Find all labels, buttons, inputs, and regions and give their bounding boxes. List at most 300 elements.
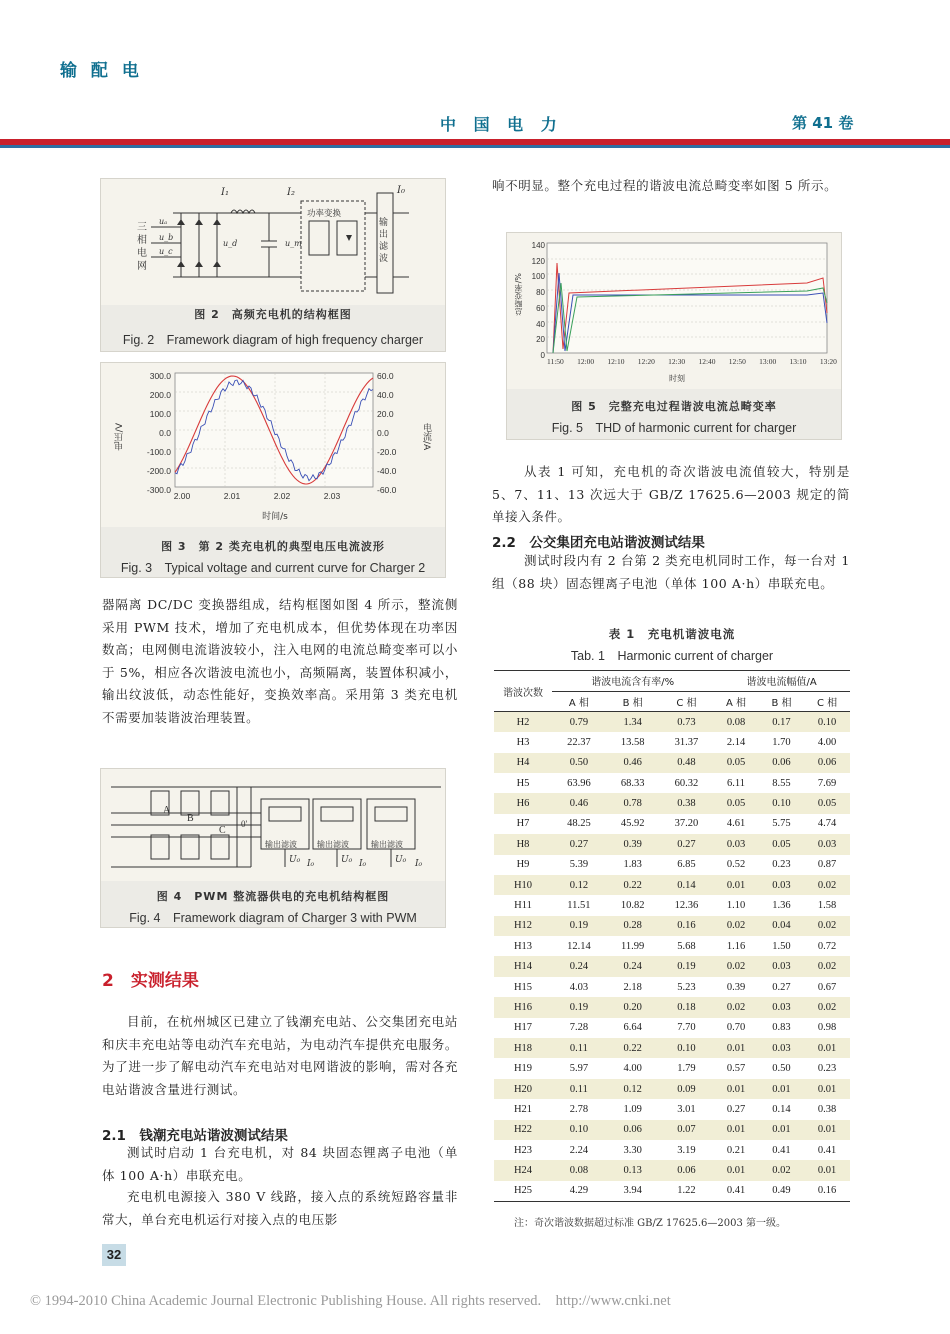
table-cell: 8.55 — [759, 773, 804, 793]
table-cell: 0.02 — [804, 875, 850, 895]
table-cell: 4.00 — [804, 732, 850, 752]
table-cell: 0.28 — [606, 916, 660, 936]
col-phase-c: C 相 — [660, 691, 714, 711]
table-row — [494, 793, 850, 813]
table-cell: 0.03 — [804, 834, 850, 854]
table-cell: 0.02 — [713, 916, 758, 936]
ytick: 60 — [536, 303, 545, 313]
fig5-xlabel: 时刻 — [669, 374, 685, 383]
xtick: 12:10 — [607, 357, 625, 366]
table-cell: 2.14 — [713, 732, 758, 752]
table-cell: 12.36 — [660, 895, 714, 915]
fig4-out-u0-2: U₀ — [341, 855, 353, 865]
ytick: -20.0 — [377, 447, 397, 457]
table-cell: 60.32 — [660, 773, 714, 793]
right-paragraph-3: 测试时段内有 2 台第 2 类充电机同时工作，每一台对 1 组（88 块）固态锂离子电池（单体 100 A·h）串联充电。 — [492, 553, 850, 591]
ytick: -100.0 — [146, 447, 171, 457]
fig2-voltage-ub: u_b — [159, 233, 174, 242]
table-cell: 0.70 — [713, 1018, 758, 1038]
fig4-filter-label-2: 输出滤波 — [317, 840, 349, 849]
ytick: 20 — [536, 335, 545, 345]
table-cell: 0.01 — [804, 1120, 850, 1140]
table-cell: 0.07 — [660, 1120, 714, 1140]
table-row — [494, 956, 850, 976]
table-cell: 1.10 — [713, 895, 758, 915]
table-cell: 6.85 — [660, 855, 714, 875]
table-cell: 7.69 — [804, 773, 850, 793]
table-cell: 0.17 — [759, 712, 804, 732]
col-phase-b: B 相 — [606, 691, 660, 711]
table-row — [494, 875, 850, 895]
table-cell: 0.04 — [759, 916, 804, 936]
col-phase-a: A 相 — [713, 691, 758, 711]
harmonic-order-cell: H5 — [494, 773, 552, 793]
table-cell: 3.30 — [606, 1140, 660, 1160]
table-cell: 0.41 — [804, 1140, 850, 1160]
col-group-ratio: 谐波电流含有率/% — [552, 671, 713, 691]
table-cell: 0.03 — [759, 1038, 804, 1058]
table-cell: 0.22 — [606, 1038, 660, 1058]
table-cell: 0.06 — [606, 1120, 660, 1140]
fig4-caption-en: Fig. 4 Framework diagram of Charger 3 with PWM — [129, 911, 417, 925]
filter-char: 波 — [379, 254, 389, 264]
harmonic-order-cell: H22 — [494, 1120, 552, 1140]
fig3-ylabel-right: 电流/A — [421, 423, 431, 451]
table-cell: 0.13 — [606, 1160, 660, 1180]
table-cell: 0.06 — [660, 1160, 714, 1180]
table-cell: 0.49 — [759, 1181, 804, 1201]
table-cell: 13.58 — [606, 732, 660, 752]
table-cell: 31.37 — [660, 732, 714, 752]
table-cell: 0.73 — [660, 712, 714, 732]
table-cell: 0.02 — [713, 956, 758, 976]
fig2-voltage-um: u_m — [285, 239, 302, 248]
harmonic-order-cell: H20 — [494, 1079, 552, 1099]
grid-char: 网 — [137, 261, 147, 272]
fig4-filter-label-1: 输出滤波 — [265, 840, 297, 849]
table1-note: 注：奇次谐波数据超过标准 GB/Z 17625.6—2003 第一级。 — [514, 1218, 786, 1229]
table-cell: 1.79 — [660, 1058, 714, 1078]
table-cell: 0.02 — [804, 956, 850, 976]
table-cell: 37.20 — [660, 814, 714, 834]
fig5-caption-en: Fig. 5 THD of harmonic current for charger — [551, 421, 797, 435]
table-cell: 63.96 — [552, 773, 606, 793]
table-cell: 0.19 — [552, 997, 606, 1017]
fig4-out-u0-3: U₀ — [395, 855, 407, 865]
table-cell: 0.12 — [606, 1079, 660, 1099]
table-cell: 4.00 — [606, 1058, 660, 1078]
page-number: 32 — [102, 1244, 126, 1266]
table-cell: 3.19 — [660, 1140, 714, 1160]
table-cell: 0.79 — [552, 712, 606, 732]
ytick: -300.0 — [146, 485, 171, 495]
table-cell: 1.50 — [759, 936, 804, 956]
harmonic-order-cell: H12 — [494, 916, 552, 936]
table-cell: 0.06 — [759, 753, 804, 773]
table-cell: 0.06 — [804, 753, 850, 773]
fig3-xtick: 2.00 — [173, 491, 191, 501]
table-cell: 0.78 — [606, 793, 660, 813]
table-cell: 0.41 — [713, 1181, 758, 1201]
table-cell: 0.27 — [552, 834, 606, 854]
table-cell: 1.36 — [759, 895, 804, 915]
table-cell: 0.02 — [804, 916, 850, 936]
table-cell: 0.01 — [713, 1038, 758, 1058]
table-cell: 68.33 — [606, 773, 660, 793]
table-cell: 2.24 — [552, 1140, 606, 1160]
fig2-caption-en: Fig. 2 Framework diagram of high frequency charger — [122, 333, 424, 347]
table-cell: 0.08 — [713, 712, 758, 732]
table-cell: 12.14 — [552, 936, 606, 956]
table-cell: 0.24 — [606, 956, 660, 976]
table-cell: 0.10 — [759, 793, 804, 813]
table-cell: 0.10 — [552, 1120, 606, 1140]
fig2-caption-cn: 图 2 高频充电机的结构框图 — [194, 308, 352, 321]
col-phase-a: A 相 — [552, 691, 606, 711]
table-cell: 5.68 — [660, 936, 714, 956]
xtick: 12:40 — [698, 357, 716, 366]
table-cell: 0.01 — [804, 1079, 850, 1099]
left-paragraph-3: 测试时启动 1 台充电机，对 84 块固态锂离子电池（单体 100 A·h）串联充电。 — [102, 1145, 458, 1183]
fig2-label-filter — [379, 217, 391, 265]
table-cell: 0.03 — [759, 997, 804, 1017]
xtick: 12:00 — [577, 357, 595, 366]
table-cell: 0.05 — [713, 753, 758, 773]
table-cell: 0.23 — [759, 855, 804, 875]
fig4-node-a: A — [163, 805, 171, 816]
table-cell: 0.02 — [759, 1160, 804, 1180]
table-cell: 0.27 — [713, 1099, 758, 1119]
table-cell: 0.67 — [804, 977, 850, 997]
table-cell: 0.98 — [804, 1018, 850, 1038]
xtick: 13:10 — [789, 357, 807, 366]
harmonic-order-cell: H23 — [494, 1140, 552, 1160]
table-cell: 0.01 — [713, 1120, 758, 1140]
harmonic-order-cell: H6 — [494, 793, 552, 813]
harmonic-order-cell: H15 — [494, 977, 552, 997]
table-cell: 0.27 — [759, 977, 804, 997]
table-row — [494, 1038, 850, 1058]
col-phase-c: C 相 — [804, 691, 850, 711]
fig2-current-i0: I₀ — [397, 185, 405, 196]
table-row — [494, 773, 850, 793]
table-row — [494, 732, 850, 752]
harmonic-order-cell: H16 — [494, 997, 552, 1017]
table-cell: 0.01 — [804, 1038, 850, 1058]
table-row — [494, 1140, 850, 1160]
table-cell: 0.03 — [713, 834, 758, 854]
table-cell: 4.61 — [713, 814, 758, 834]
table-cell: 0.11 — [552, 1038, 606, 1058]
table-cell: 5.75 — [759, 814, 804, 834]
fig4-filter-label-3: 输出滤波 — [371, 840, 403, 849]
table-row — [494, 1079, 850, 1099]
table-row — [494, 916, 850, 936]
ytick: 20.0 — [377, 409, 394, 419]
table-cell: 0.10 — [804, 712, 850, 732]
table-cell: 0.24 — [552, 956, 606, 976]
table-cell: 0.12 — [552, 875, 606, 895]
table-row — [494, 936, 850, 956]
harmonic-table — [494, 671, 850, 1201]
table-cell: 0.01 — [713, 1079, 758, 1099]
table-cell: 0.20 — [606, 997, 660, 1017]
table-cell: 10.82 — [606, 895, 660, 915]
table-cell: 7.28 — [552, 1018, 606, 1038]
table-cell: 48.25 — [552, 814, 606, 834]
ytick: 120 — [531, 256, 545, 266]
xtick: 11:50 — [547, 357, 564, 366]
header-rule-blue — [0, 145, 950, 148]
xtick: 12:20 — [637, 357, 655, 366]
fig2-label-grid — [137, 221, 149, 273]
table-cell: 0.09 — [660, 1079, 714, 1099]
table-row — [494, 895, 850, 915]
table-cell: 0.18 — [660, 997, 714, 1017]
harmonic-order-cell: H10 — [494, 875, 552, 895]
harmonic-order-cell: H4 — [494, 753, 552, 773]
harmonic-order-cell: H19 — [494, 1058, 552, 1078]
fig4-node-c: C — [219, 825, 226, 836]
table-cell: 45.92 — [606, 814, 660, 834]
table-cell: 0.01 — [759, 1120, 804, 1140]
table-row — [494, 997, 850, 1017]
harmonic-order-cell: H25 — [494, 1181, 552, 1201]
table-row — [494, 814, 850, 834]
harmonic-order-cell: H18 — [494, 1038, 552, 1058]
table-cell: 22.37 — [552, 732, 606, 752]
fig2-label-power: 功率变换 — [307, 209, 342, 219]
table-cell: 4.03 — [552, 977, 606, 997]
table-cell: 6.64 — [606, 1018, 660, 1038]
table-cell: 11.99 — [606, 936, 660, 956]
table-row — [494, 1120, 850, 1140]
table-cell: 0.41 — [759, 1140, 804, 1160]
fig3-xtick: 2.01 — [223, 491, 241, 501]
fig5-caption-cn: 图 5 完整充电过程谐波电流总畸变率 — [571, 400, 777, 413]
fig2-current-i2: I₂ — [287, 187, 295, 198]
filter-char: 出 — [379, 230, 389, 240]
right-paragraph-2: 从表 1 可知，充电机的奇次谐波电流值较大，特别是 5、7、11、13 次远大于 GB/Z 17625.6—2003 规定的简单接入条件。 — [492, 464, 850, 524]
fig4-caption-cn: 图 4 PWM 整流器供电的充电机结构框图 — [156, 890, 390, 903]
table-cell: 0.10 — [660, 1038, 714, 1058]
table-cell: 0.14 — [759, 1099, 804, 1119]
harmonic-order-cell: H14 — [494, 956, 552, 976]
table-cell: 0.05 — [713, 793, 758, 813]
col-harmonic-order: 谐波次数 — [494, 671, 552, 712]
figure-2-circuit — [101, 179, 445, 305]
table-cell: 1.09 — [606, 1099, 660, 1119]
table-cell: 0.39 — [713, 977, 758, 997]
fig3-yticks-left — [127, 367, 171, 500]
fig2-voltage-ua: uₐ — [159, 217, 168, 226]
table-cell: 0.38 — [804, 1099, 850, 1119]
ytick: 40.0 — [377, 390, 394, 400]
table-cell: 7.70 — [660, 1018, 714, 1038]
fig2-current-i1: I₁ — [221, 187, 229, 198]
table-cell: 0.01 — [759, 1079, 804, 1099]
fig4-out-u0-1: U₀ — [289, 855, 301, 865]
ytick: 100 — [531, 272, 545, 282]
grid-char: 电 — [137, 248, 147, 259]
xtick: 13:00 — [759, 357, 777, 366]
section-tag: 输 配 电 — [60, 61, 143, 81]
fig4-node-b: B — [187, 813, 194, 824]
grid-char: 相 — [137, 235, 147, 246]
harmonic-order-cell: H17 — [494, 1018, 552, 1038]
harmonic-order-cell: H24 — [494, 1160, 552, 1180]
fig5-ylabel: 总畸变率/% — [514, 273, 523, 316]
table-cell: 0.02 — [713, 997, 758, 1017]
table-cell: 0.05 — [804, 793, 850, 813]
table-cell: 0.19 — [552, 916, 606, 936]
table-cell: 0.05 — [759, 834, 804, 854]
fig3-caption-cn: 图 3 第 2 类充电机的典型电压电流波形 — [161, 540, 385, 553]
journal-name: 中 国 电 力 — [440, 115, 563, 134]
table-cell: 11.51 — [552, 895, 606, 915]
ytick: 0 — [540, 350, 545, 360]
ytick: 100.0 — [149, 409, 171, 419]
table-cell: 0.52 — [713, 855, 758, 875]
table-cell: 5.39 — [552, 855, 606, 875]
ytick: 140 — [531, 241, 545, 250]
harmonic-order-cell: H9 — [494, 855, 552, 875]
fig3-xtick: 2.02 — [273, 491, 291, 501]
table-cell: 0.48 — [660, 753, 714, 773]
table1-title-cn: 表 1 充电机谐波电流 — [608, 627, 736, 641]
table-cell: 0.23 — [804, 1058, 850, 1078]
ytick: 0.0 — [377, 428, 389, 438]
table-cell: 3.01 — [660, 1099, 714, 1119]
filter-char: 输 — [379, 218, 389, 228]
table-cell: 0.02 — [804, 997, 850, 1017]
table-cell: 0.08 — [552, 1160, 606, 1180]
fig3-yticks-right — [377, 367, 417, 500]
table-row — [494, 977, 850, 997]
harmonic-order-cell: H7 — [494, 814, 552, 834]
table-cell: 0.16 — [804, 1181, 850, 1201]
table-row — [494, 1018, 850, 1038]
table-row — [494, 1160, 850, 1180]
fig2-voltage-ud: u_d — [223, 239, 238, 248]
table-row — [494, 1099, 850, 1119]
table-cell: 0.38 — [660, 793, 714, 813]
table-cell: 0.19 — [660, 956, 714, 976]
xtick: 12:50 — [728, 357, 746, 366]
fig5-yticks — [525, 238, 545, 364]
table-cell: 4.29 — [552, 1181, 606, 1201]
table1 — [494, 670, 850, 1202]
table-cell: 1.22 — [660, 1181, 714, 1201]
table-cell: 0.01 — [713, 1160, 758, 1180]
copyright-notice: © 1994-2010 China Academic Journal Electronic Publishing House. All rights reserved. http://www.cnki.net — [30, 1293, 671, 1309]
table-cell: 1.70 — [759, 732, 804, 752]
table-cell: 0.50 — [759, 1058, 804, 1078]
table-cell: 3.94 — [606, 1181, 660, 1201]
left-paragraph-1: 器隔离 DC/DC 变换器组成，结构框图如图 4 所示，整流侧采用 PWM 技术，增加了充电机成本，但优势体现在功率因数高；电网侧电流谐波较小，注入电网的电流总畸变率可以小于 5%，相应各次谐波电流也小，高频隔离，装置体积减小，输出纹波低，动态性能好，变换效率高。采用第 3 类充电机不需要加装谐波治理装置。 — [102, 597, 458, 725]
table-cell: 0.57 — [713, 1058, 758, 1078]
harmonic-table-body — [494, 712, 850, 1201]
table-row — [494, 855, 850, 875]
section-2-heading: 2 实测结果 — [102, 971, 199, 991]
table-cell: 5.97 — [552, 1058, 606, 1078]
left-paragraph-2: 目前，在杭州城区已建立了钱潮充电站、公交集团充电站和庆丰充电站等电动汽车充电站，为电动汽车提供充电服务。为了进一步了解电动汽车充电站对电网谐波的影响，需对各充电站谐波含量进行测试。 — [102, 1014, 458, 1097]
table-cell: 1.58 — [804, 895, 850, 915]
fig2-voltage-uc: u_c — [159, 247, 173, 256]
table-cell: 0.14 — [660, 875, 714, 895]
table-cell: 0.46 — [552, 793, 606, 813]
harmonic-order-cell: H21 — [494, 1099, 552, 1119]
filter-char: 滤 — [379, 242, 389, 252]
xtick: 12:30 — [668, 357, 686, 366]
ytick: 200.0 — [149, 390, 171, 400]
table-row — [494, 753, 850, 773]
ytick: -200.0 — [146, 466, 171, 476]
right-paragraph-1: 响不明显。整个充电过程的谐波电流总畸变率如图 5 所示。 — [492, 178, 838, 193]
ytick: 60.0 — [377, 371, 394, 381]
xtick: 13:20 — [819, 357, 837, 366]
fig3-caption-en: Fig. 3 Typical voltage and current curve for Charger 2 — [120, 561, 426, 575]
table-cell: 0.50 — [552, 753, 606, 773]
table-cell: 4.74 — [804, 814, 850, 834]
fig4-out-i0-3: I₀ — [415, 859, 423, 869]
grid-char: 三 — [137, 222, 147, 233]
table-cell: 0.72 — [804, 936, 850, 956]
left-paragraph-4: 充电机电源接入 380 V 线路，接入点的系统短路容量非常大，单台充电机运行对接入点的电压影 — [102, 1189, 458, 1227]
table-cell: 0.83 — [759, 1018, 804, 1038]
table-row — [494, 712, 850, 732]
table-cell: 0.27 — [660, 834, 714, 854]
ytick: -40.0 — [377, 466, 397, 476]
fig5-xticks — [547, 357, 837, 366]
table-row — [494, 1058, 850, 1078]
table-cell: 0.16 — [660, 916, 714, 936]
fig4-out-i0-2: I₀ — [359, 859, 367, 869]
table-cell: 2.78 — [552, 1099, 606, 1119]
section-2-1-heading: 2.1 钱潮充电站谐波测试结果 — [102, 1128, 288, 1144]
ytick: 40 — [536, 319, 545, 329]
table-cell: 0.39 — [606, 834, 660, 854]
fig4-node-0prime: 0' — [241, 819, 248, 829]
table-cell: 1.83 — [606, 855, 660, 875]
ytick: 300.0 — [149, 371, 171, 381]
table-cell: 0.46 — [606, 753, 660, 773]
figure-4 — [100, 768, 446, 928]
table-cell: 2.18 — [606, 977, 660, 997]
table-cell: 0.87 — [804, 855, 850, 875]
table-cell: 0.03 — [759, 875, 804, 895]
table-cell: 6.11 — [713, 773, 758, 793]
table-cell: 0.11 — [552, 1079, 606, 1099]
section-2-2-heading: 2.2 公交集团充电站谐波测试结果 — [492, 535, 705, 551]
harmonic-order-cell: H3 — [494, 732, 552, 752]
table1-title-en: Tab. 1 Harmonic current of charger — [570, 649, 774, 663]
fig3-xlabel: 时间/s — [262, 512, 288, 522]
ytick: 0.0 — [159, 428, 171, 438]
col-group-amplitude: 谐波电流幅值/A — [713, 671, 850, 691]
ytick: -60.0 — [377, 485, 397, 495]
table-cell: 1.34 — [606, 712, 660, 732]
table-cell: 0.01 — [804, 1160, 850, 1180]
table-cell: 5.23 — [660, 977, 714, 997]
table-row — [494, 834, 850, 854]
ytick: 80 — [536, 288, 545, 298]
harmonic-order-cell: H11 — [494, 895, 552, 915]
table-cell: 0.03 — [759, 956, 804, 976]
col-phase-b: B 相 — [759, 691, 804, 711]
table-cell: 0.22 — [606, 875, 660, 895]
fig3-xtick: 2.03 — [323, 491, 341, 501]
